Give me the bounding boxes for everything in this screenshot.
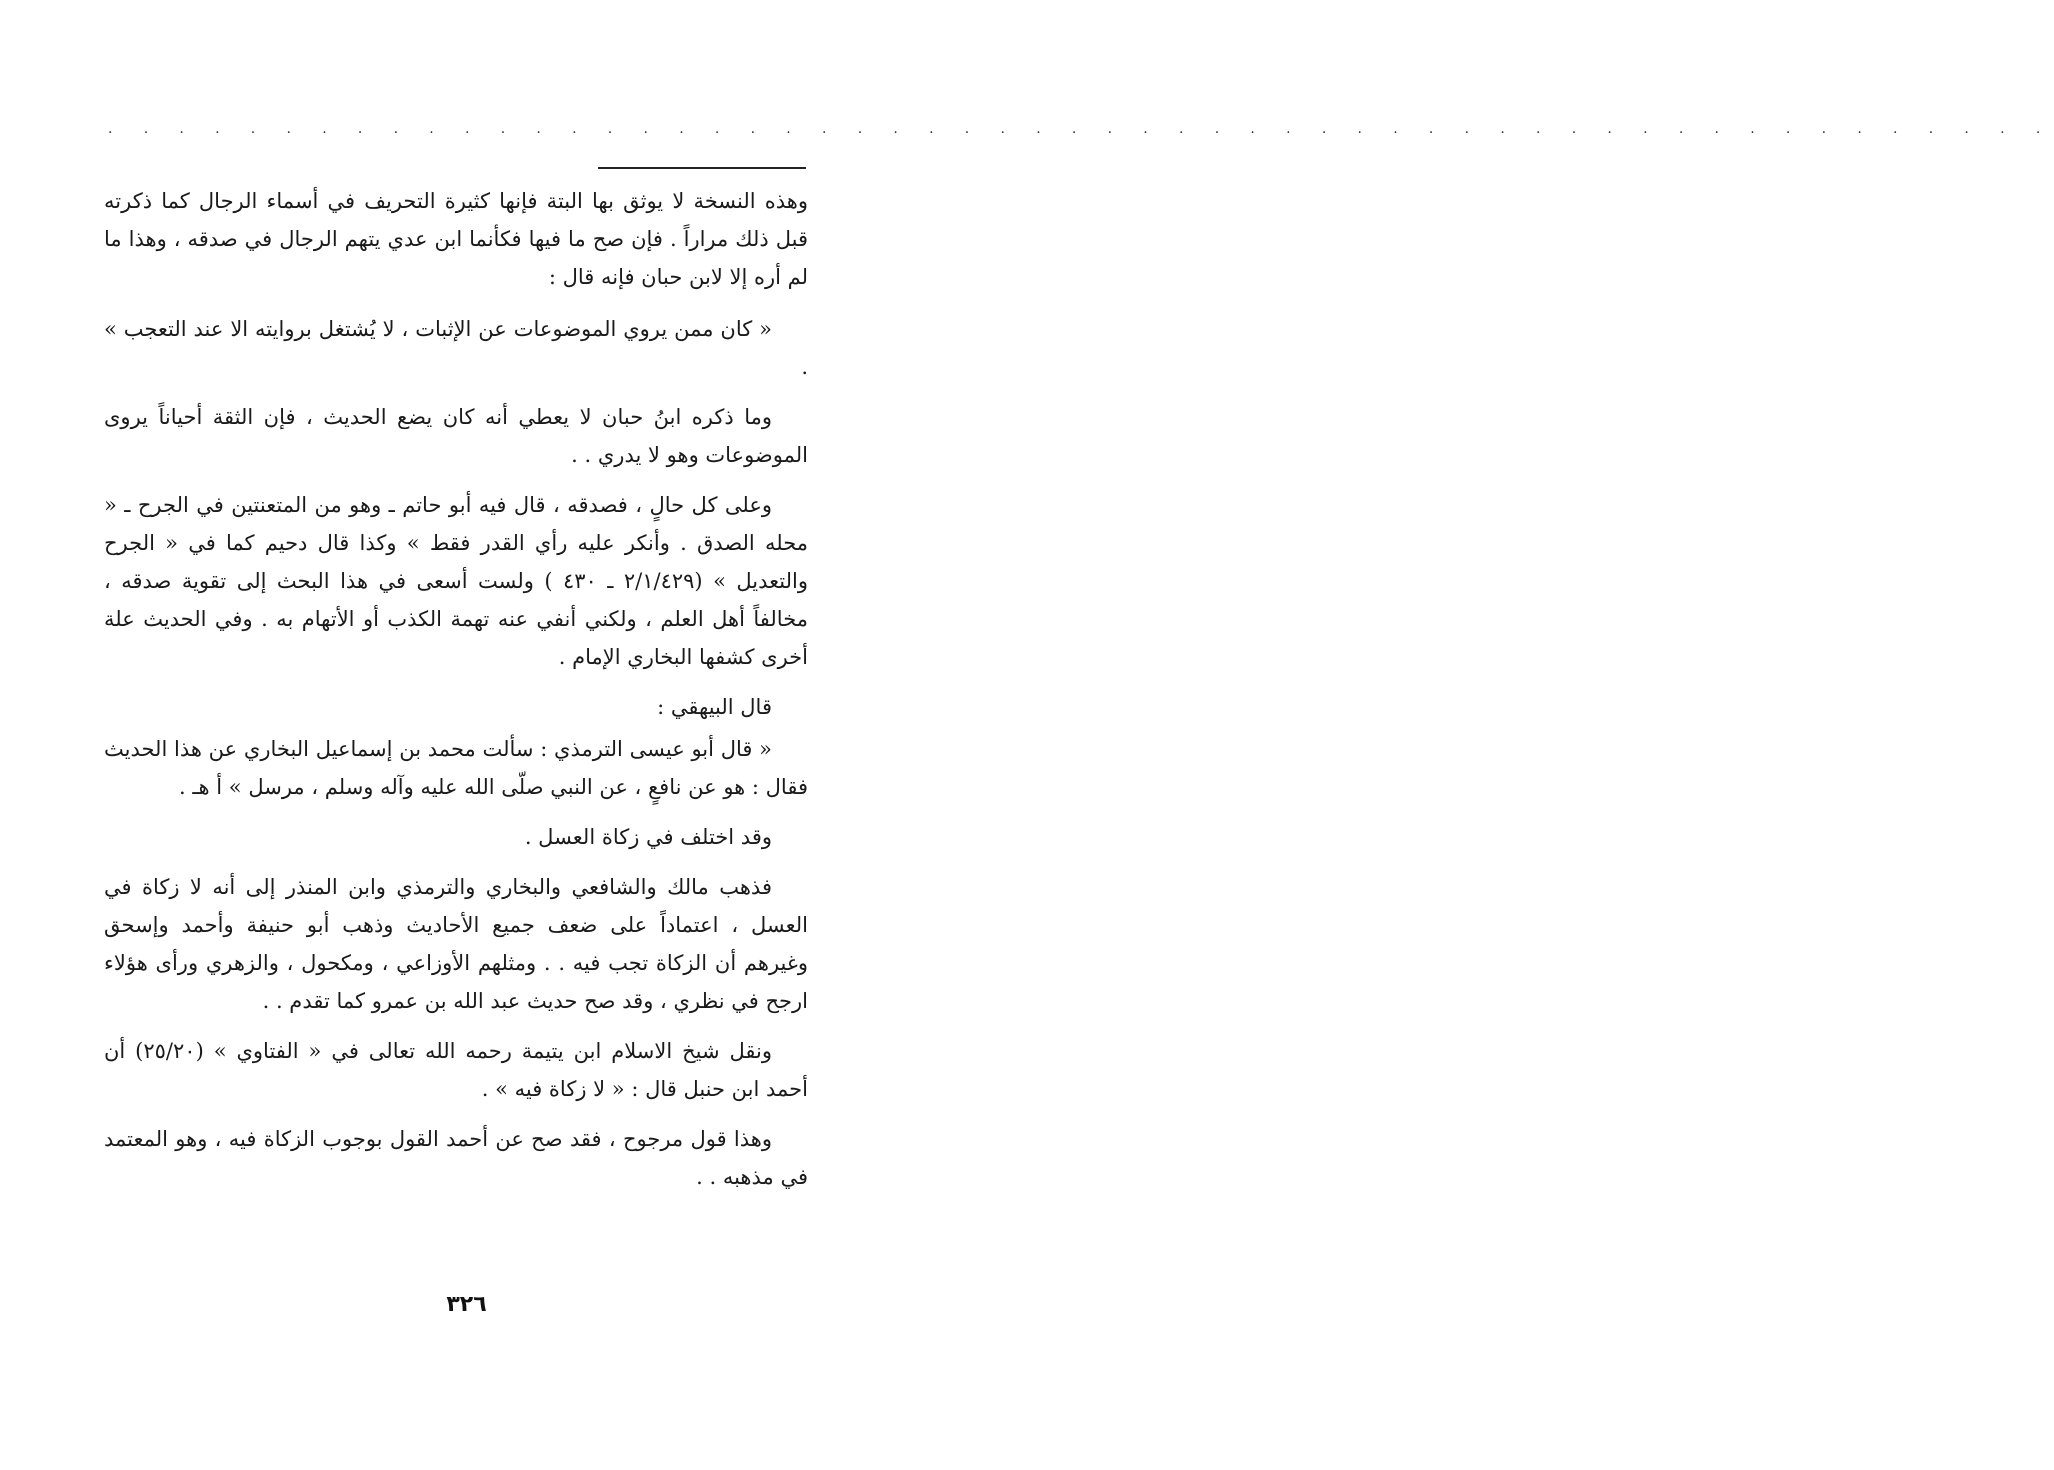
paragraph-bayhaqi-intro: قال البيهقي : [657, 695, 772, 719]
page-number: ٣٢٦ [446, 1292, 487, 1317]
footnote-rule [598, 167, 806, 169]
paragraph-ibn-hibban-comment: وما ذكره ابنُ حبان لا يعطي أنه كان يضع الحديث ، فإن الثقة أحياناً يروى الموضوعات وهو لا يدري . . [104, 405, 808, 467]
paragraph-tirmidhi-quote: « قال أبو عيسى الترمذي : سألت محمد بن إسماعيل البخاري عن هذا الحديث فقال : هو عن نافعٍ ، عن النبي صلّى الله عليه وآله وسلم ، مرسل » أ هـ . [104, 737, 808, 799]
paragraph-abu-hatim-judgement: وعلى كل حالٍ ، فصدقه ، قال فيه أبو حاتم ـ وهو من المتعنتين في الجرح ـ « محله الصدق . وأنكر عليه رأي القدر فقط » وكذا قال دحيم كما في « الجرح والتعديل » (٢/١/٤٢٩ ـ ٤٣٠ ) ولست أسعى في هذا البحث إلى تقوية صدقه ، مخالفاً أهل العلم ، ولكني أنفي عنه تهمة الكذب أو الأتهام به . وفي الحديث علة أخرى كشفها البخاري الإمام . [104, 493, 808, 669]
paragraph-conclusion: وهذا قول مرجوح ، فقد صح عن أحمد القول بوجوب الزكاة فيه ، وهو المعتمد في مذهبه . . [104, 1127, 808, 1189]
paragraph-ibn-hibban-quote: « كان ممن يروي الموضوعات عن الإثبات ، لا يُشتغل بروايته الا عند التعجب » . [104, 317, 808, 379]
page-body [104, 182, 808, 1208]
paragraph-ibn-taymiyya-report: ونقل شيخ الاسلام ابن يتيمة رحمه الله تعالى في « الفتاوي » (٢٥/٢٠) أن أحمد ابن حنبل قال : « لا زكاة فيه » . [104, 1039, 808, 1101]
paragraph-scholars-opinions: فذهب مالك والشافعي والبخاري والترمذي وابن المنذر إلى أنه لا زكاة في العسل ، اعتماداً على ضعف جميع الأحاديث وذهب أبو حنيفة وأحمد وإسحق وغيرهم أن الزكاة تجب فيه . . ومثلهم الأوزاعي ، ومكحول ، والزهري ورأى هؤلاء ارجح في نظري ، وقد صح حديث عبد الله بن عمرو كما تقدم . . [104, 875, 808, 1013]
paragraph-honey-zakat-dispute: وقد اختلف في زكاة العسل . [524, 825, 772, 849]
dotted-separator: . . . . . . . . . . . . . . . . . . . . . . . . . . . . . . . . . . . . . . . . . . . . . . . . . . . . . . . [108, 121, 2054, 137]
paragraph-hadith-copy-note: وهذه النسخة لا يوثق بها البتة فإنها كثيرة التحريف في أسماء الرجال كما ذكرته قبل ذلك مراراً . فإن صح ما فيها فكأنما ابن عدي يتهم الرجال في صدقه ، وهذا ما لم أره إلا لابن حبان فإنه قال : [104, 189, 808, 289]
